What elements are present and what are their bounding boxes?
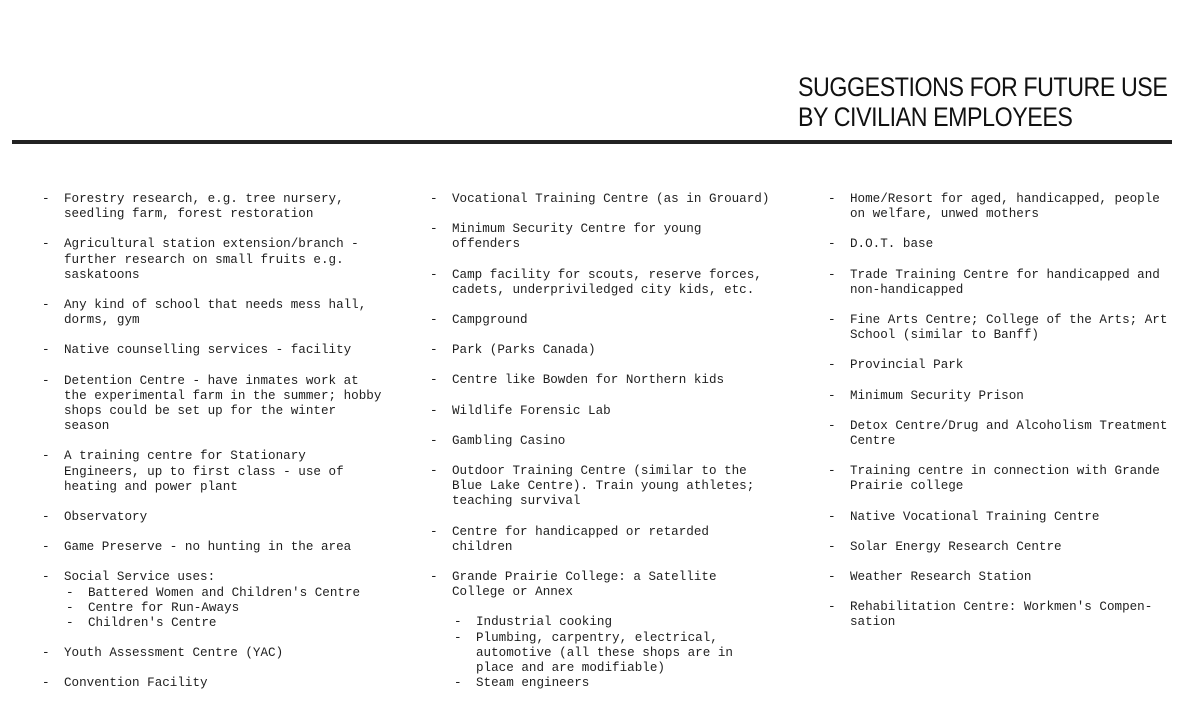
list-item (428, 373, 803, 388)
list-item (826, 389, 1176, 404)
bullet-dash: - (828, 418, 836, 433)
list-item-text: Game Preserve - no hunting in the area (64, 540, 352, 555)
bullet-dash: - (66, 585, 74, 600)
list-item (428, 222, 803, 252)
bullet-dash: - (66, 616, 74, 631)
bullet-dash: - (454, 630, 462, 645)
list-item-text: Convention Facility (64, 676, 208, 691)
list-item-text: Wildlife Forensic Lab (452, 403, 611, 418)
list-item-text: Rehabilitation Centre: Workmen's Compen- sation (850, 600, 1153, 630)
list-item (428, 570, 803, 691)
horizontal-rule (12, 140, 1172, 144)
page-title (798, 72, 1168, 132)
sub-list-item-text: Children's Centre (88, 616, 217, 631)
list-item (40, 192, 410, 222)
list-item-text: Home/Resort for aged, handicapped, people on welfare, unwed mothers (850, 192, 1160, 222)
list-item-text: Vocational Training Centre (as in Grouard) (452, 192, 770, 206)
list-item (40, 676, 410, 691)
list-item (428, 343, 803, 358)
bullet-dash: - (828, 313, 836, 328)
list-item (826, 540, 1176, 555)
sub-list-item-text: Steam engineers (476, 676, 590, 691)
sub-list-item (452, 631, 803, 677)
list-item (826, 464, 1176, 494)
sub-list-item (64, 601, 410, 616)
list-item-text: Minimum Security Prison (850, 388, 1024, 403)
bullet-dash: - (42, 510, 50, 525)
list-item-text: Campground (452, 313, 528, 328)
bullet-dash: - (430, 313, 438, 328)
bullet-dash: - (828, 464, 836, 479)
list-item (826, 419, 1176, 449)
bullet-dash: - (430, 433, 438, 448)
sub-list-item-text: Battered Women and Children's Centre (88, 585, 361, 600)
list-item (40, 343, 410, 358)
list-item-text: Native counselling services - facility (64, 343, 352, 358)
bullet-dash: - (42, 676, 50, 691)
list-item (40, 298, 410, 328)
bullet-dash: - (430, 403, 438, 418)
list-item (40, 646, 410, 661)
bullet-dash: - (828, 192, 836, 206)
suggestions-column-2 (428, 192, 803, 706)
list-item-text: Camp facility for scouts, reserve forces, cadets, underpriviledged city kids, etc. (452, 267, 762, 297)
title-line-1: SUGGESTIONS FOR FUTURE USE (798, 72, 1168, 102)
list-item (428, 464, 803, 510)
bullet-dash: - (430, 267, 438, 282)
sub-list-item (64, 586, 410, 601)
bullet-dash: - (828, 267, 836, 282)
bullet-dash: - (430, 192, 438, 206)
bullet-dash: - (66, 600, 74, 615)
list-item-text: Provincial Park (850, 358, 964, 373)
list-item-text: Outdoor Training Centre (similar to the Blue Lake Centre). Train young athletes; teaching survival (452, 464, 755, 509)
bullet-dash: - (42, 540, 50, 555)
list-item (826, 358, 1176, 373)
bullet-dash: - (828, 570, 836, 585)
list-item (428, 192, 803, 207)
list-item-text: Park (Parks Canada) (452, 343, 596, 358)
list-item (826, 192, 1176, 222)
list-item (40, 237, 410, 283)
bullet-dash: - (42, 570, 50, 585)
list-item (40, 374, 410, 435)
list-item-text: Centre like Bowden for Northern kids (452, 373, 725, 388)
list-item (40, 540, 410, 555)
list-item-text: Training centre in connection with Grande Prairie college (850, 464, 1160, 494)
bullet-dash: - (42, 192, 50, 206)
bullet-dash: - (42, 373, 50, 388)
sub-list-item-text: Plumbing, carpentry, electrical, automotive (all these shops are in place and are modifiable) (476, 630, 733, 676)
list-item-text: Detention Centre - have inmates work at the experimental farm in the summer; hobby shops could be set up for the winter season (64, 373, 382, 434)
list-item (40, 510, 410, 525)
sub-list (64, 586, 410, 632)
bullet-dash: - (454, 615, 462, 630)
title-line-2: BY CIVILIAN EMPLOYEES (798, 102, 1073, 132)
bullet-dash: - (828, 388, 836, 403)
bullet-dash: - (430, 570, 438, 585)
list-item (826, 268, 1176, 298)
bullet-dash: - (828, 600, 836, 615)
list-item (428, 434, 803, 449)
list-item-text: Centre for handicapped or retarded children (452, 524, 709, 554)
list-item-text: D.O.T. base (850, 237, 934, 252)
list-item (428, 313, 803, 328)
list-item-text: Fine Arts Centre; College of the Arts; Art School (similar to Banff) (850, 313, 1168, 343)
suggestions-column-3 (826, 192, 1176, 646)
sub-list-item-text: Industrial cooking (476, 615, 613, 630)
list-item-text: Youth Assessment Centre (YAC) (64, 646, 284, 661)
list-item (428, 525, 803, 555)
list-item (826, 313, 1176, 343)
list-item (428, 268, 803, 298)
list-item (40, 449, 410, 495)
list-item-text: A training centre for Stationary Engineers, up to first class - use of heating and power plant (64, 449, 344, 494)
list-item-text: Minimum Security Centre for young offenders (452, 222, 702, 252)
bullet-dash: - (430, 464, 438, 479)
sub-list-spacer (452, 600, 803, 615)
bullet-dash: - (828, 509, 836, 524)
sub-list-item (64, 616, 410, 631)
list-item-text: Detox Centre/Drug and Alcoholism Treatment Centre (850, 418, 1168, 449)
bullet-dash: - (454, 676, 462, 691)
list-item-text: Grande Prairie College: a Satellite College or Annex (452, 570, 717, 600)
list-item-text: Social Service uses: (64, 570, 216, 585)
list-item (826, 570, 1176, 585)
bullet-dash: - (430, 222, 438, 237)
bullet-dash: - (430, 524, 438, 539)
bullet-dash: - (42, 646, 50, 661)
bullet-dash: - (42, 449, 50, 464)
list-item (826, 510, 1176, 525)
sub-list-item-text: Centre for Run-Aways (88, 600, 240, 615)
bullet-dash: - (828, 358, 836, 373)
list-item-text: Weather Research Station (850, 570, 1032, 585)
sub-list-item (452, 615, 803, 630)
list-item-text: Any kind of school that needs mess hall, dorms, gym (64, 298, 367, 328)
list-item (40, 570, 410, 631)
sub-list-item (452, 676, 803, 691)
list-item (826, 600, 1176, 630)
list-item-text: Agricultural station extension/branch - further research on small fruits e.g. saskatoons (64, 237, 359, 282)
list-item-text: Observatory (64, 510, 148, 525)
list-item-text: Native Vocational Training Centre (850, 509, 1100, 524)
list-item-text: Solar Energy Research Centre (850, 539, 1062, 554)
list-item-text: Gambling Casino (452, 433, 566, 448)
bullet-dash: - (828, 237, 836, 252)
bullet-dash: - (42, 343, 50, 358)
bullet-dash: - (42, 237, 50, 252)
list-item (826, 237, 1176, 252)
suggestions-column-1 (40, 192, 410, 707)
sub-list (452, 600, 803, 691)
bullet-dash: - (430, 373, 438, 388)
list-item-text: Forestry research, e.g. tree nursery, seedling farm, forest restoration (64, 192, 344, 222)
list-item-text: Trade Training Centre for handicapped and non-handicapped (850, 267, 1160, 297)
list-item (428, 404, 803, 419)
bullet-dash: - (828, 539, 836, 554)
bullet-dash: - (42, 298, 50, 313)
bullet-dash: - (430, 343, 438, 358)
